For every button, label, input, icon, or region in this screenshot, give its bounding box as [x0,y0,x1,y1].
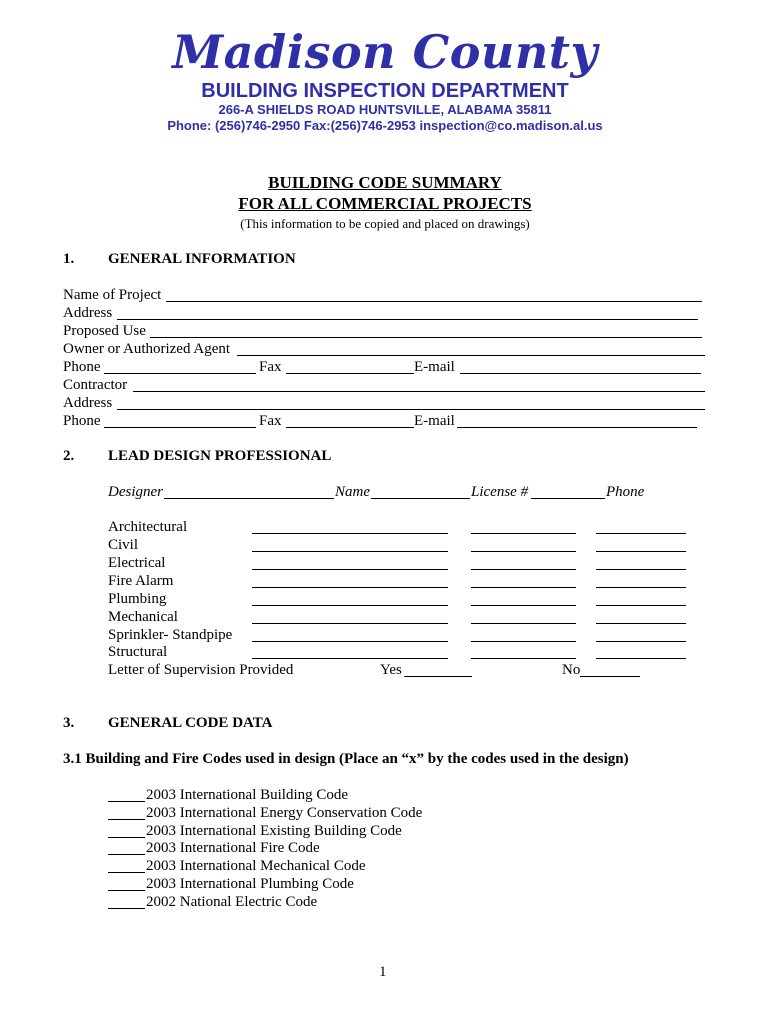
designer-row-electrical: Electrical [108,555,166,571]
column-underline [531,498,605,499]
supervision-yes-field[interactable] [404,676,472,677]
designer-name-field[interactable] [252,533,448,534]
designer-phone-field[interactable] [596,605,686,606]
department-name: BUILDING INSPECTION DEPARTMENT [201,80,569,102]
designer-phone-field[interactable] [596,533,686,534]
address2-label: Address [63,395,113,411]
designer-row-plumbing: Plumbing [108,591,167,607]
column-header-phone: Phone [606,484,645,500]
designer-row-structural: Structural [108,644,168,660]
address1-label: Address [63,305,113,321]
column-header-license: License # [471,484,529,500]
designer-phone-field[interactable] [596,551,686,552]
code-check-field[interactable] [108,890,145,891]
designer-name-field[interactable] [252,641,448,642]
code-item: 2003 International Plumbing Code [146,876,354,892]
project-name-label: Name of Project [63,287,162,303]
fax2-label: Fax [259,413,282,429]
code-item: 2002 National Electric Code [146,894,318,910]
code-item: 2003 International Existing Building Code [146,823,402,839]
supervision-yes-label: Yes [380,662,402,678]
designer-license-field[interactable] [471,587,576,588]
designer-phone-field[interactable] [596,623,686,624]
designer-name-field[interactable] [252,605,448,606]
page-number: 1 [379,964,387,980]
section3-heading: GENERAL CODE DATA [108,715,273,731]
section2-heading: LEAD DESIGN PROFESSIONAL [108,448,332,464]
designer-name-field[interactable] [252,587,448,588]
owner-label: Owner or Authorized Agent [63,341,231,357]
email1-field[interactable] [460,373,701,374]
department-contact: Phone: (256)746-2950 Fax:(256)746-2953 inspection@co.madison.al.us [167,118,603,133]
form-title-line1: BUILDING CODE SUMMARY [268,173,502,192]
email1-label: E-mail [414,359,455,375]
column-header-designer: Designer [108,484,163,500]
supervision-no-label: No [562,662,581,678]
column-underline [164,498,334,499]
county-logo: Madison County [172,25,598,79]
designer-phone-field[interactable] [596,658,686,659]
designer-license-field[interactable] [471,623,576,624]
email2-label: E-mail [414,413,455,429]
form-note: (This information to be copied and placed on drawings) [240,216,530,231]
department-address: 266-A SHIELDS ROAD HUNTSVILLE, ALABAMA 35811 [218,102,552,117]
designer-license-field[interactable] [471,605,576,606]
code-check-field[interactable] [108,908,145,909]
designer-license-field[interactable] [471,533,576,534]
code-check-field[interactable] [108,854,145,855]
designer-row-civil: Civil [108,537,139,553]
designer-phone-field[interactable] [596,587,686,588]
phone2-label: Phone [63,413,101,429]
section3-subheading: 3.1 Building and Fire Codes used in design (Place an “x” by the codes used in the design) [63,751,629,767]
supervision-no-field[interactable] [580,676,640,677]
designer-license-field[interactable] [471,641,576,642]
address2-field[interactable] [117,409,705,410]
designer-row-fire-alarm: Fire Alarm [108,573,174,589]
contractor-label: Contractor [63,377,128,393]
address1-field[interactable] [117,319,698,320]
designer-row-architectural: Architectural [108,519,188,535]
column-header-name: Name [335,484,370,500]
owner-field[interactable] [237,355,705,356]
proposed-use-label: Proposed Use [63,323,146,339]
designer-name-field[interactable] [252,569,448,570]
code-check-field[interactable] [108,819,145,820]
fax2-field[interactable] [286,427,414,428]
project-name-field[interactable] [166,301,702,302]
fax1-field[interactable] [286,373,414,374]
code-item: 2003 International Building Code [146,787,349,803]
phone1-label: Phone [63,359,101,375]
phone2-field[interactable] [104,427,256,428]
code-item: 2003 International Mechanical Code [146,858,366,874]
code-check-field[interactable] [108,837,145,838]
section1-heading: GENERAL INFORMATION [108,251,296,267]
code-item: 2003 International Fire Code [146,840,320,856]
form-title-line2: FOR ALL COMMERCIAL PROJECTS [238,194,532,213]
section2-number: 2. [63,448,75,464]
designer-row-mechanical: Mechanical [108,609,178,625]
designer-phone-field[interactable] [596,569,686,570]
code-item: 2003 International Energy Conservation Code [146,805,423,821]
designer-name-field[interactable] [252,551,448,552]
email2-field[interactable] [457,427,697,428]
section3-number: 3. [63,715,75,731]
designer-license-field[interactable] [471,658,576,659]
designer-row-sprinkler: Sprinkler- Standpipe [108,627,233,643]
designer-license-field[interactable] [471,551,576,552]
designer-name-field[interactable] [252,623,448,624]
designer-license-field[interactable] [471,569,576,570]
phone1-field[interactable] [104,373,256,374]
designer-phone-field[interactable] [596,641,686,642]
proposed-use-field[interactable] [150,337,702,338]
contractor-field[interactable] [133,391,705,392]
supervision-label: Letter of Supervision Provided [108,662,294,678]
fax1-label: Fax [259,359,282,375]
designer-name-field[interactable] [252,658,448,659]
code-check-field[interactable] [108,872,145,873]
column-underline [371,498,470,499]
section1-number: 1. [63,251,75,267]
code-check-field[interactable] [108,801,145,802]
